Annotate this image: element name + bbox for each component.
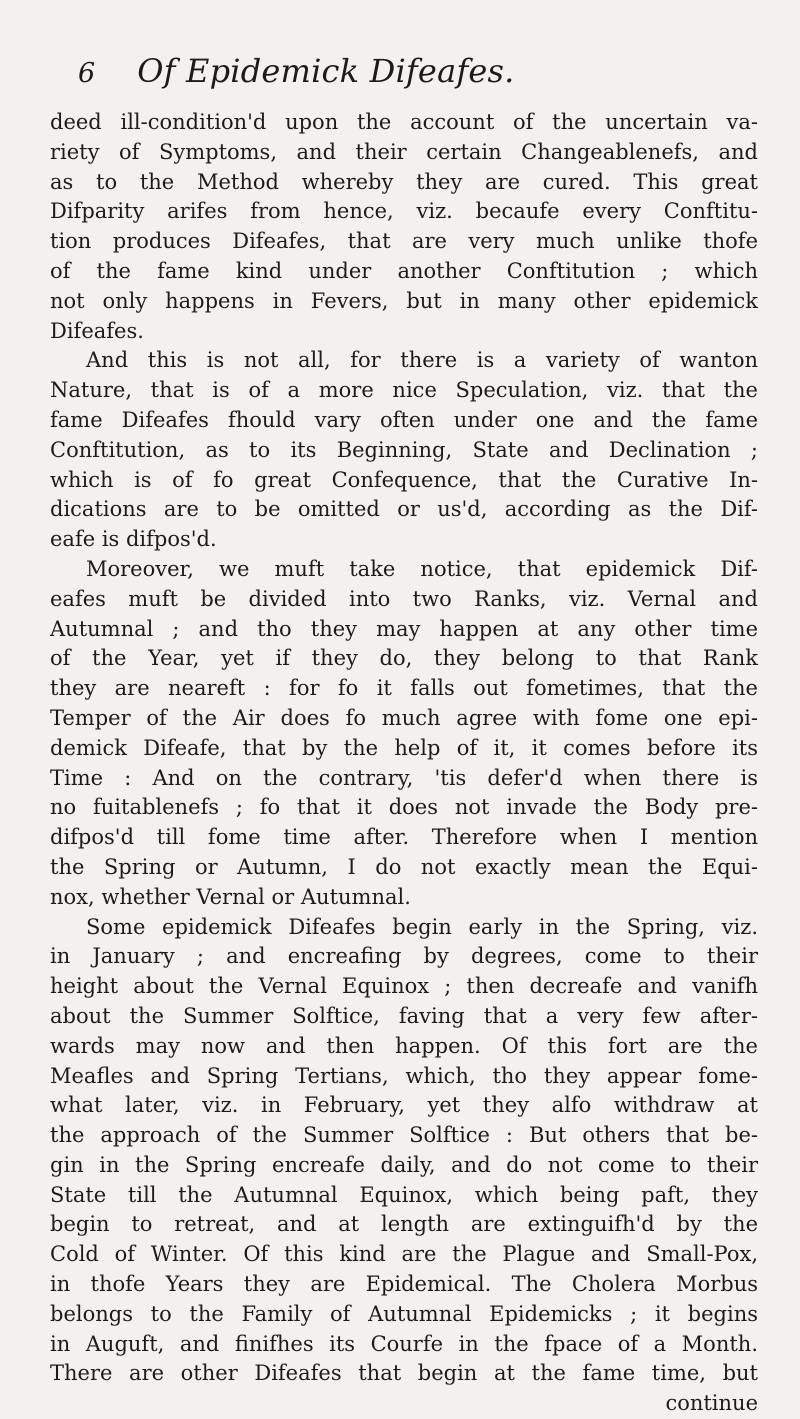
text-line: Nature, that is of a more nice Speculation, viz. that the — [50, 378, 758, 403]
text-line: demick Difeafe, that by the help of it, it comes before its — [50, 735, 758, 760]
text-line: continue — [665, 1391, 758, 1416]
text-line: in January ; and encreafing by degrees, come to their — [50, 944, 758, 969]
text-line: State till the Autumnal Equinox, which being paft, they — [50, 1182, 758, 1207]
text-line: they are neareft : for fo it falls out fometimes, that the — [50, 676, 758, 701]
page-number: 6 — [78, 58, 96, 89]
text-line: the Spring or Autumn, I do not exactly mean the Equi- — [50, 854, 758, 879]
body-text — [50, 108, 758, 1419]
text-line: deed ill-condition'd upon the account of the uncertain va- — [50, 110, 758, 134]
text-line: what later, viz. in February, yet they alfo withdraw at — [50, 1093, 758, 1118]
text-line: of the Year, yet if they do, they belong to that Rank — [50, 646, 758, 671]
text-line: Conftitution, as to its Beginning, State and Declination ; — [50, 437, 758, 462]
text-line: height about the Vernal Equinox ; then decreafe and vanifh — [50, 974, 758, 999]
text-line: as to the Method whereby they are cured. This great — [50, 169, 758, 194]
text-line: Some epidemick Difeafes begin early in the Spring, viz. — [86, 914, 758, 939]
text-line: eafes muft be divided into two Ranks, viz. Vernal and — [50, 586, 758, 611]
text-line: difpos'd till fome time after. Therefore when I mention — [50, 825, 758, 850]
text-line: nox, whether Vernal or Autumnal. — [50, 884, 411, 909]
text-line: the approach of the Summer Solftice : But others that be- — [50, 1123, 758, 1148]
text-line: which is of fo great Confequence, that the Curative In- — [50, 467, 758, 492]
text-line: Autumnal ; and tho they may happen at any other time — [50, 616, 758, 641]
text-line: Difeafes. — [50, 318, 144, 343]
text-line: dications are to be omitted or us'd, according as the Dif- — [50, 497, 758, 522]
text-line: And this is not all, for there is a variety of wanton — [86, 348, 758, 373]
text-line: in thofe Years they are Epidemical. The Cholera Morbus — [50, 1272, 758, 1297]
text-line: begin to retreat, and at length are extinguifh'd by the — [50, 1212, 758, 1237]
text-line: fame Difeafes fhould vary often under one and the fame — [50, 407, 758, 432]
page-header — [78, 52, 758, 92]
text-line: in Auguft, and finifhes its Courfe in the fpace of a Month. — [50, 1331, 758, 1356]
running-head: Of Epidemick Difeafes. — [137, 52, 515, 90]
text-line: Temper of the Air does fo much agree with fome one epi- — [50, 705, 758, 730]
text-line: Cold of Winter. Of this kind are the Plague and Small-Pox, — [50, 1242, 758, 1267]
text-line: There are other Difeafes that begin at the fame time, but — [50, 1361, 758, 1386]
text-line: gin in the Spring encreafe daily, and do not come to their — [50, 1152, 758, 1177]
text-line: Moreover, we muft take notice, that epidemick Dif- — [86, 556, 758, 581]
text-line: eafe is difpos'd. — [50, 527, 217, 552]
text-line: belongs to the Family of Autumnal Epidemicks ; it begins — [50, 1301, 758, 1326]
text-line: no fuitablenefs ; fo that it does not invade the Body pre- — [50, 795, 758, 820]
text-line: about the Summer Solftice, faving that a very few after- — [50, 1003, 758, 1028]
text-line: wards may now and then happen. Of this fort are the — [50, 1033, 758, 1058]
text-line: of the fame kind under another Conftitution ; which — [50, 258, 758, 283]
text-line: Meafles and Spring Tertians, which, tho they appear fome- — [50, 1063, 758, 1088]
text-line: riety of Symptoms, and their certain Changeablenefs, and — [50, 139, 758, 164]
text-line: tion produces Difeafes, that are very much unlike thofe — [50, 229, 758, 254]
text-line: Time : And on the contrary, 'tis defer'd when there is — [50, 765, 758, 790]
text-line: Difparity arifes from hence, viz. becaufe every Conftitu- — [50, 199, 758, 224]
text-line: not only happens in Fevers, but in many other epidemick — [50, 288, 758, 313]
